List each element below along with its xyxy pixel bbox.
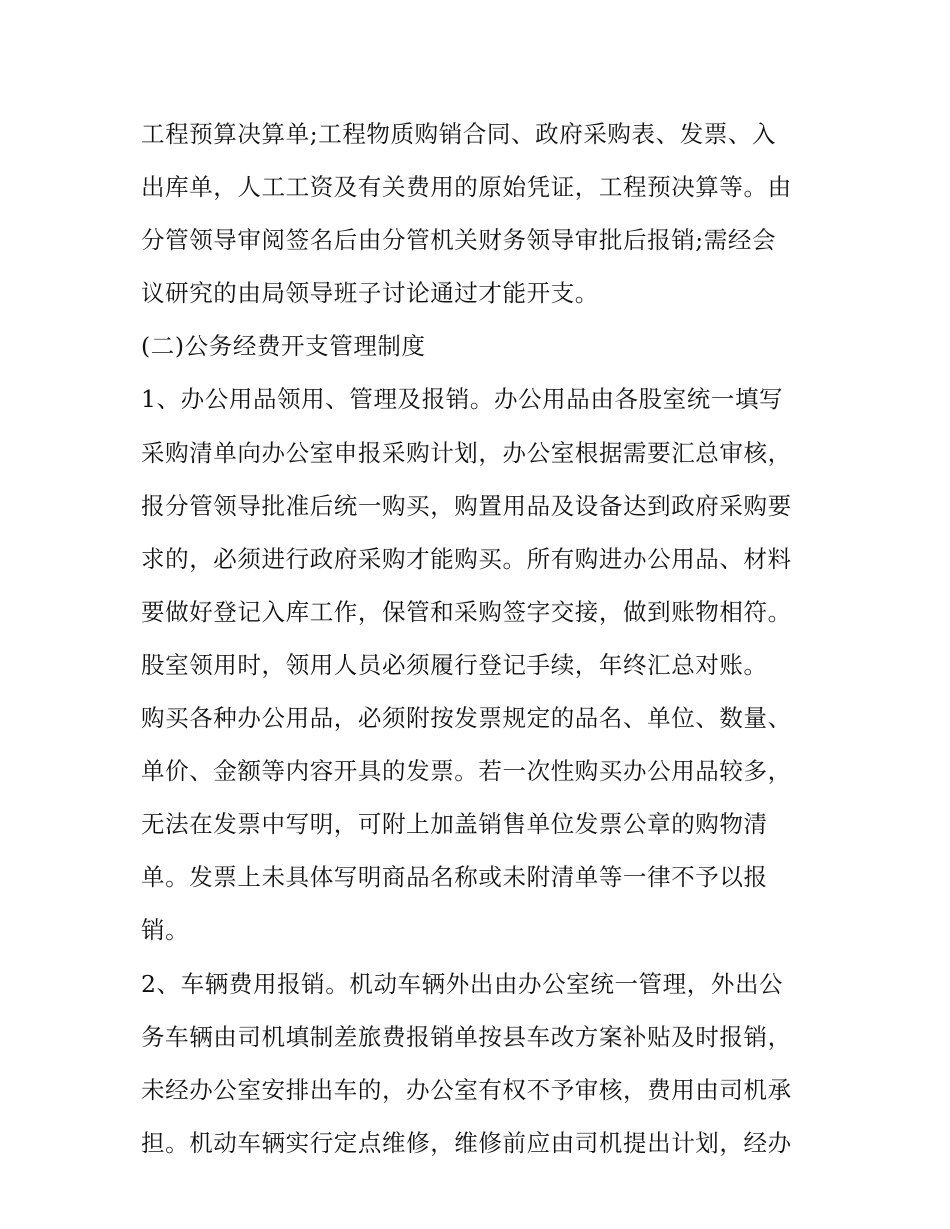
document-body bbox=[141, 108, 821, 1170]
section-heading: (二)公务经费开支管理制度 bbox=[141, 332, 426, 361]
text-line: 1、办公用品领用、管理及报销。办公用品由各股室统一填写 bbox=[141, 385, 784, 414]
text-line: 分管领导审阅签名后由分管机关财务领导审批后报销;需经会 bbox=[141, 226, 777, 255]
text-line: 2、车辆费用报销。机动车辆外出由办公室统一管理，外出公 bbox=[141, 969, 784, 998]
text-line: 要做好登记入库工作，保管和采购签字交接，做到账物相符。 bbox=[141, 597, 792, 626]
text-line: 单价、金额等内容开具的发票。若一次性购买办公用品较多， bbox=[141, 757, 792, 786]
text-line: 务车辆由司机填制差旅费报销单按县车改方案补贴及时报销， bbox=[141, 1022, 792, 1051]
text-line: 销。 bbox=[141, 916, 190, 945]
text-line: 担。机动车辆实行定点维修，维修前应由司机提出计划，经办 bbox=[141, 1128, 792, 1157]
text-line: 单。发票上未具体写明商品名称或未附清单等一律不予以报 bbox=[141, 863, 768, 892]
text-line: 购买各种办公用品，必须附按发票规定的品名、单位、数量、 bbox=[141, 704, 792, 733]
text-line: 工程预算决算单;工程物质购销合同、政府采购表、发票、入 bbox=[141, 120, 777, 148]
text-line: 采购清单向办公室申报采购计划，办公室根据需要汇总审核， bbox=[141, 438, 792, 467]
text-line: 报分管领导批准后统一购买，购置用品及设备达到政府采购要 bbox=[141, 491, 792, 520]
text-line: 无法在发票中写明，可附上加盖销售单位发票公章的购物清 bbox=[141, 810, 768, 839]
text-line: 求的，必须进行政府采购才能购买。所有购进办公用品、材料 bbox=[141, 544, 792, 573]
text-line: 股室领用时，领用人员必须履行登记手续，年终汇总对账。 bbox=[141, 650, 768, 679]
text-line: 出库单，人工工资及有关费用的原始凭证，工程预决算等。由 bbox=[141, 173, 792, 202]
text-line: 未经办公室安排出车的，办公室有权不予审核，费用由司机承 bbox=[141, 1075, 792, 1104]
text-line: 议研究的由局领导班子讨论通过才能开支。 bbox=[141, 279, 599, 308]
